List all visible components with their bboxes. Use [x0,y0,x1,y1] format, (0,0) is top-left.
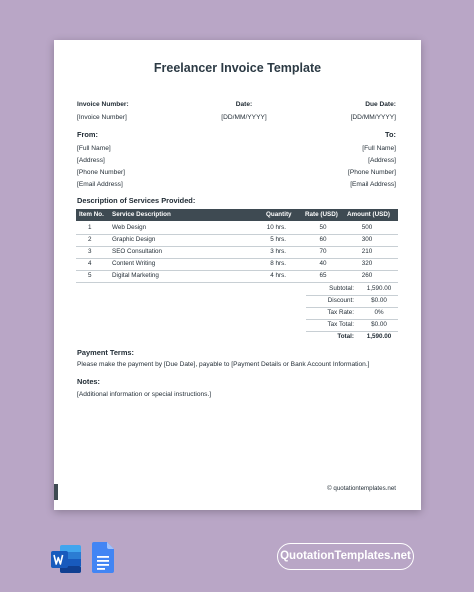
col-amount: Amount (USD) [347,211,391,218]
to-name[interactable]: [Full Name] [362,145,396,152]
payment-terms-text[interactable]: Please make the payment by [Due Date], payable to [Payment Details or Bank Account Information.] [77,361,370,368]
row-qty[interactable]: 3 hrs. [270,248,286,255]
due-date-label: Due Date: [365,101,396,108]
to-phone[interactable]: [Phone Number] [347,169,396,176]
notes-text[interactable]: [Additional information or special instructions.] [77,391,212,398]
invoice-number-value[interactable]: [Invoice Number] [77,114,127,121]
row-rate[interactable]: 40 [319,260,327,267]
invoice-page [54,40,421,510]
row-amount: 320 [361,260,373,267]
from-phone[interactable]: [Phone Number] [77,169,126,176]
tax-rate-label: Tax Rate: [327,309,354,316]
row-amount: 500 [361,224,373,231]
page-title: Freelancer Invoice Template [153,61,322,75]
row-desc[interactable]: Digital Marketing [112,272,159,279]
discount-value[interactable]: $0.00 [371,297,387,304]
invoice-number-label: Invoice Number: [77,101,129,108]
payment-terms-heading: Payment Terms: [77,348,134,357]
row-qty[interactable]: 4 hrs. [270,272,286,279]
total-label: Total: [337,333,354,340]
subtotal-value: 1,590.00 [366,285,392,292]
to-email[interactable]: [Email Address] [350,181,396,188]
row-qty[interactable]: 8 hrs. [270,260,286,267]
microsoft-word-icon[interactable] [50,544,82,574]
from-address[interactable]: [Address] [77,157,105,164]
from-email[interactable]: [Email Address] [77,181,123,188]
tax-total-label: Tax Total: [327,321,354,328]
footer-credit: © quotationtemplates.net [327,485,396,492]
subtotal-label: Subtotal: [329,285,354,292]
tax-rate-value[interactable]: 0% [374,309,384,316]
from-name[interactable]: [Full Name] [77,145,111,152]
row-rate[interactable]: 50 [319,224,327,231]
col-description: Service Description [112,211,171,218]
row-amount: 260 [361,272,373,279]
row-amount: 210 [361,248,373,255]
row-no: 3 [88,248,92,255]
row-desc[interactable]: Graphic Design [112,236,156,243]
row-desc[interactable]: SEO Consultation [112,248,163,255]
page-edge-strip [54,484,58,500]
table-row [76,270,398,283]
to-address[interactable]: [Address] [368,157,396,164]
row-no: 1 [88,224,92,231]
to-label: To: [385,130,396,139]
col-rate: Rate (USD) [305,211,338,218]
quotationtemplates-link-button[interactable]: QuotationTemplates.net [277,543,414,570]
services-heading: Description of Services Provided: [77,196,196,205]
col-quantity: Quantity [266,211,292,218]
tax-total-value: $0.00 [371,321,387,328]
date-value[interactable]: [DD/MM/YYYY] [221,114,267,121]
google-docs-icon[interactable] [92,542,114,573]
services-table-header [76,209,398,221]
due-date-value[interactable]: [DD/MM/YYYY] [350,114,396,121]
row-rate[interactable]: 65 [319,272,327,279]
total-row [306,331,398,343]
discount-label: Discount: [327,297,354,304]
row-rate[interactable]: 70 [319,248,327,255]
notes-heading: Notes: [77,377,100,386]
row-desc[interactable]: Web Design [112,224,147,231]
row-qty[interactable]: 5 hrs. [270,236,286,243]
total-value: 1,590.00 [366,333,392,340]
date-label: Date: [235,101,253,108]
col-item-no: Item No. [79,211,104,218]
row-no: 5 [88,272,92,279]
from-label: From: [77,130,98,139]
row-desc[interactable]: Content Writing [112,260,156,267]
row-qty[interactable]: 10 hrs. [266,224,286,231]
row-amount: 300 [361,236,373,243]
row-no: 2 [88,236,92,243]
row-no: 4 [88,260,92,267]
row-rate[interactable]: 60 [319,236,327,243]
